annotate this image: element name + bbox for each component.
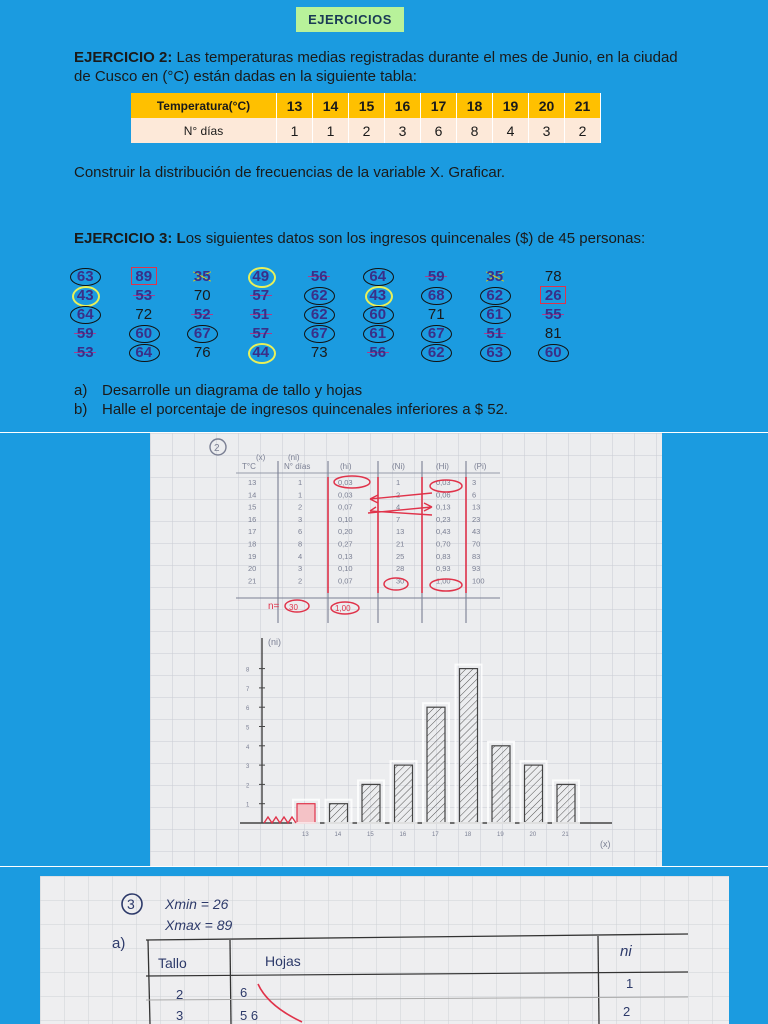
days-cell: 2 [349, 118, 385, 143]
table-cell: 16 [248, 514, 257, 524]
income-value [524, 305, 583, 324]
income-value-text: 35 [193, 268, 211, 285]
income-value-text: 35 [486, 268, 504, 285]
table-cell: 0,93 [436, 564, 451, 574]
income-value-text: 49 [252, 268, 270, 285]
question-b [74, 401, 508, 419]
values-row [56, 286, 596, 305]
table-cell: 4 [396, 502, 401, 512]
table-cell: 1 [396, 478, 401, 487]
income-value [349, 305, 408, 324]
table-cell: 0,83 [436, 551, 451, 561]
income-value-text: 57 [252, 325, 270, 342]
days-cell: 1 [277, 118, 313, 143]
table-cell: 93 [472, 564, 481, 574]
handwritten-stem-leaf-table [40, 876, 729, 1024]
x-tick-label: 13 [302, 832, 309, 838]
x-tick-label: 16 [399, 832, 407, 838]
table-cell: 21 [248, 576, 257, 586]
histogram-bar [492, 746, 510, 823]
income-value [524, 343, 583, 362]
table-cell: 0,10 [338, 514, 353, 524]
xmin-text: Xmin = 26 [165, 896, 229, 912]
question-a-text: Desarrolle un diagrama de tallo y hojas [102, 382, 363, 399]
table-cell: 3 [298, 514, 303, 524]
income-value [56, 286, 115, 305]
table-cell: 3 [472, 478, 477, 487]
income-value-text: 68 [427, 287, 445, 304]
income-value [466, 343, 525, 362]
income-value [349, 267, 408, 286]
income-value-text: 59 [427, 268, 445, 285]
income-value-text: 67 [427, 325, 445, 342]
income-value [56, 324, 115, 343]
income-value-text: 60 [135, 325, 153, 342]
table-cell: 1 [298, 490, 303, 500]
temp-cell: 18 [457, 93, 493, 118]
table-cell: 0,06 [436, 490, 451, 500]
x-tick-label: 18 [464, 832, 472, 838]
ni-value: 2 [623, 1004, 631, 1019]
income-value-text: 78 [544, 268, 562, 285]
income-value-text: 55 [544, 306, 562, 323]
table-cell: 0,70 [436, 539, 451, 549]
y-tick-label: 3 [246, 764, 250, 771]
table-cell: 15 [248, 502, 257, 512]
income-value-text: 71 [427, 306, 445, 323]
temp-cell: 17 [421, 93, 457, 118]
income-value-text: 43 [369, 287, 387, 304]
col-ni: ni [620, 943, 632, 960]
values-row [56, 343, 596, 362]
income-value [524, 324, 583, 343]
income-value [290, 267, 349, 286]
table-cell: 70 [472, 539, 481, 549]
handwritten-frequency-table-and-histogram [150, 433, 662, 866]
days-cell: 6 [421, 118, 457, 143]
table-cell: 2 [298, 576, 303, 586]
stem-value: 2 [176, 987, 184, 1002]
table-cell: 21 [396, 539, 405, 549]
income-value-text: 63 [486, 344, 504, 361]
table-column-header: (Ni) [392, 462, 405, 471]
y-axis-label: (ni) [268, 637, 281, 647]
temp-cell: 16 [385, 93, 421, 118]
income-value [349, 343, 408, 362]
y-tick-label: 2 [246, 783, 250, 790]
income-value [232, 305, 291, 324]
ejercicio-2-instruction: Construir la distribución de frecuencias de la variable X. Graficar. [74, 164, 506, 181]
table-cell: 14 [248, 490, 257, 500]
income-value-text: 70 [193, 287, 211, 304]
table-cell: 100 [472, 576, 485, 586]
income-value [173, 305, 232, 324]
income-value-text: 52 [193, 306, 211, 323]
y-tick-label: 7 [246, 686, 250, 693]
income-value-text: 53 [135, 287, 153, 304]
table-cell: 0,13 [436, 502, 451, 512]
income-value-text: 56 [369, 344, 387, 361]
income-value [232, 343, 291, 362]
table-cell: 1 [298, 478, 303, 487]
income-value-text: 51 [252, 306, 270, 323]
section-divider [0, 866, 768, 867]
days-header: N° días [131, 118, 277, 143]
income-value-text: 57 [252, 287, 270, 304]
ejercicio-2-statement [74, 48, 694, 86]
histogram-bar [557, 784, 575, 823]
income-value-text: 62 [486, 287, 504, 304]
col-hojas: Hojas [265, 953, 301, 969]
income-value-text: 51 [486, 325, 504, 342]
income-value-text: 62 [310, 306, 328, 323]
leaf-values: 5 6 [240, 1008, 259, 1023]
table-cell: 17 [248, 527, 257, 537]
question-a [74, 382, 362, 400]
x-tick-label: 15 [367, 832, 374, 838]
income-value [173, 267, 232, 286]
histogram-bar [297, 804, 315, 823]
ejercicio-3-title: EJERCICIO 3: L [74, 230, 186, 247]
question-b-label: b) [74, 401, 88, 418]
leaf-values: 6 [240, 985, 248, 1000]
income-value [115, 343, 174, 362]
income-value-text: 81 [544, 325, 562, 342]
income-value-text: 67 [193, 325, 211, 342]
income-values-grid [56, 267, 596, 362]
income-value [407, 305, 466, 324]
x-tick-label: 17 [432, 832, 439, 838]
n-label: n= [268, 601, 280, 612]
ni-value: 1 [626, 976, 634, 991]
income-value-text: 53 [76, 344, 94, 361]
table-cell: 23 [472, 514, 481, 524]
temperature-row [131, 93, 601, 118]
income-value [524, 286, 583, 305]
variable-label: (ni) [288, 453, 300, 462]
table-cell: 0,10 [338, 564, 353, 574]
table-cell: 19 [248, 551, 257, 561]
income-value-text: 59 [76, 325, 94, 342]
income-value [290, 305, 349, 324]
income-value [173, 343, 232, 362]
table-cell: 0,23 [436, 514, 451, 524]
income-value [290, 343, 349, 362]
table-column-header: (hi) [340, 462, 352, 471]
income-value-text: 62 [427, 344, 445, 361]
days-cell: 2 [565, 118, 601, 143]
table-cell: 43 [472, 527, 481, 537]
stem-value: 3 [176, 1008, 184, 1023]
table-cell: 30 [396, 576, 405, 586]
header-tab-ejercicios[interactable]: EJERCICIOS [296, 7, 404, 32]
income-value [115, 305, 174, 324]
income-value-text: 76 [193, 344, 211, 361]
income-value [232, 286, 291, 305]
exercise-number: 3 [127, 896, 135, 912]
table-cell: 6 [298, 527, 303, 537]
table-cell: 18 [248, 539, 257, 549]
income-value [407, 267, 466, 286]
income-value-text: 73 [310, 344, 328, 361]
income-value [232, 267, 291, 286]
question-b-text: Halle el porcentaje de ingresos quincenales inferiores a $ 52. [102, 401, 509, 418]
days-cell: 3 [385, 118, 421, 143]
income-value [349, 286, 408, 305]
income-value [232, 324, 291, 343]
income-value [173, 324, 232, 343]
income-value-text: 64 [135, 344, 153, 361]
temp-cell: 20 [529, 93, 565, 118]
x-tick-label: 21 [562, 832, 569, 838]
income-value-text: 72 [135, 306, 153, 323]
ejercicio-3-text: os siguientes datos son los ingresos quincenales ($) de 45 personas: [185, 230, 646, 247]
ejercicio-2-title: EJERCICIO 2: [74, 49, 173, 66]
table-cell: 4 [298, 551, 303, 561]
table-cell: 8 [298, 539, 303, 549]
xmax-text: Xmax = 89 [165, 917, 233, 933]
y-tick-label: 8 [246, 667, 250, 674]
table-cell: 25 [396, 551, 405, 561]
income-value-text: 60 [544, 344, 562, 361]
days-row [131, 118, 601, 143]
y-tick-label: 4 [246, 744, 250, 751]
table-column-header: N° días [284, 462, 311, 471]
days-cell: 1 [313, 118, 349, 143]
income-value-text: 64 [369, 268, 387, 285]
income-value [466, 324, 525, 343]
days-cell: 4 [493, 118, 529, 143]
y-tick-label: 6 [246, 706, 250, 713]
histogram-bar [525, 765, 543, 823]
income-value-text: 64 [76, 306, 94, 323]
table-cell: 6 [472, 490, 477, 500]
table-cell: 1,00 [436, 576, 451, 586]
exercise-number: 2 [214, 443, 220, 454]
temp-cell: 15 [349, 93, 385, 118]
values-row [56, 324, 596, 343]
income-value-text: 44 [252, 344, 270, 361]
income-value-text: 63 [76, 268, 94, 285]
income-value-text: 61 [369, 325, 387, 342]
temperature-table [131, 93, 601, 143]
table-cell: 0,07 [338, 576, 353, 586]
col-tallo: Tallo [158, 955, 187, 971]
income-value [466, 305, 525, 324]
income-value-text: 61 [486, 306, 504, 323]
temp-cell: 21 [565, 93, 601, 118]
hi-total: 1,00 [335, 604, 351, 613]
income-value [290, 286, 349, 305]
table-cell: 0,07 [338, 502, 353, 512]
histogram-bar [460, 669, 478, 823]
part-a-label: a) [112, 935, 126, 952]
table-cell: 0,03 [338, 490, 353, 500]
ejercicio-3-statement [74, 229, 694, 248]
table-cell: 0,03 [436, 478, 451, 487]
table-cell: 13 [396, 527, 405, 537]
values-row [56, 305, 596, 324]
histogram-bar [330, 804, 348, 823]
days-cell: 3 [529, 118, 565, 143]
income-value [407, 324, 466, 343]
income-value-text: 62 [310, 287, 328, 304]
histogram-bar [362, 784, 380, 823]
income-value [115, 286, 174, 305]
table-column-header: T°C [242, 462, 256, 471]
income-value-text: 43 [76, 287, 94, 304]
table-cell: 0,43 [436, 527, 451, 537]
income-value [466, 267, 525, 286]
income-value [56, 305, 115, 324]
y-tick-label: 1 [246, 802, 250, 809]
income-value-text: 26 [544, 287, 562, 304]
table-cell: 0,27 [338, 539, 353, 549]
temp-cell: 13 [277, 93, 313, 118]
handwritten-solution-photo-2 [40, 876, 729, 1024]
x-tick-label: 14 [334, 832, 342, 838]
table-cell: 2 [298, 502, 303, 512]
table-cell: 28 [396, 564, 405, 574]
table-cell: 83 [472, 551, 481, 561]
values-row [56, 267, 596, 286]
income-value [466, 286, 525, 305]
temp-cell: 19 [493, 93, 529, 118]
variable-label: (x) [256, 453, 266, 462]
income-value [349, 324, 408, 343]
income-value [115, 267, 174, 286]
income-value [407, 286, 466, 305]
x-tick-label: 19 [497, 832, 504, 838]
table-cell: 20 [248, 564, 257, 574]
histogram-bar [395, 765, 413, 823]
income-value-text: 89 [135, 268, 153, 285]
table-column-header: (Hi) [436, 462, 449, 471]
table-cell: 13 [472, 502, 481, 512]
income-value [290, 324, 349, 343]
x-axis-label: (x) [600, 839, 611, 849]
income-value [524, 267, 583, 286]
x-tick-label: 20 [529, 832, 537, 838]
income-value-text: 67 [310, 325, 328, 342]
income-value [115, 324, 174, 343]
income-value [56, 267, 115, 286]
y-tick-label: 5 [246, 725, 250, 732]
handwritten-solution-photo-1 [150, 433, 662, 866]
ejercicio-2-text: Las temperaturas medias registradas durante el mes de Junio, en la ciudad de Cusco en (°C) están dadas en la siguiente tabla: [74, 49, 678, 85]
income-value-text: 60 [369, 306, 387, 323]
histogram-bar [427, 707, 445, 823]
income-value [56, 343, 115, 362]
table-cell: 0,13 [338, 551, 353, 561]
days-cell: 8 [457, 118, 493, 143]
table-cell: 2 [396, 490, 401, 500]
temperature-header: Temperatura(°C) [131, 93, 277, 118]
table-cell: 0,03 [338, 478, 353, 487]
income-value-text: 56 [310, 268, 328, 285]
n-total: 30 [289, 603, 298, 612]
table-cell: 7 [396, 514, 401, 524]
question-a-label: a) [74, 382, 88, 399]
table-cell: 0,20 [338, 527, 353, 537]
table-column-header: (Pi) [474, 462, 487, 471]
table-cell: 3 [298, 564, 303, 574]
table-cell: 13 [248, 478, 257, 487]
income-value [173, 286, 232, 305]
temp-cell: 14 [313, 93, 349, 118]
income-value [407, 343, 466, 362]
